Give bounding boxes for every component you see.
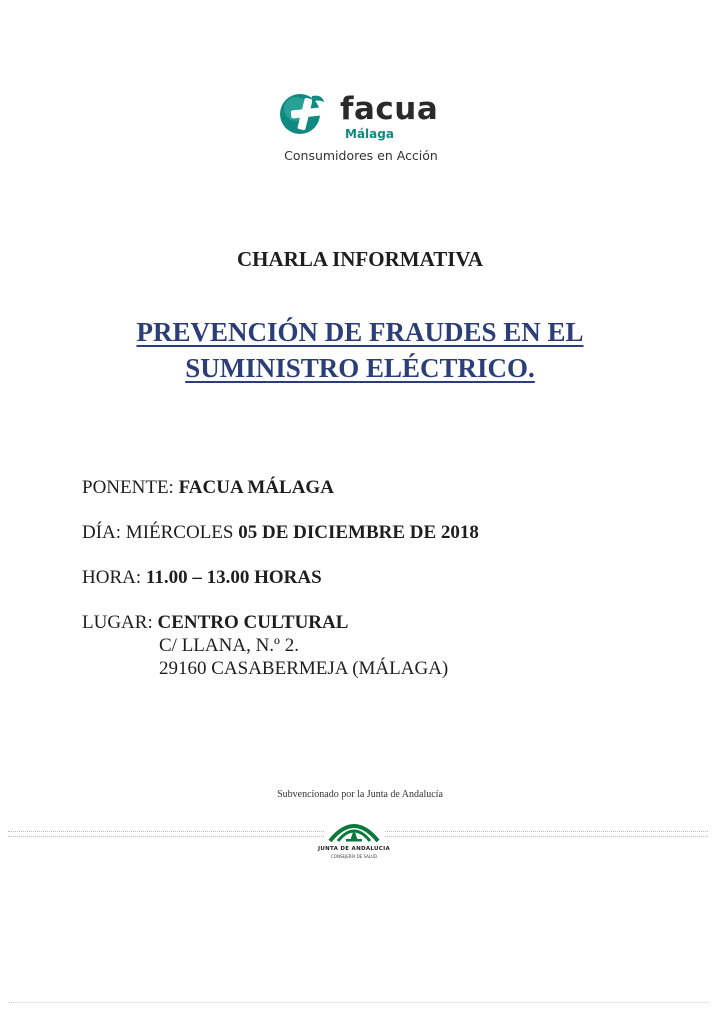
junta-department: CONSEJERÍA DE SALUD xyxy=(331,854,377,859)
speaker-label: PONENTE: xyxy=(82,477,174,498)
date-value: 05 DE DICIEMBRE DE 2018 xyxy=(238,522,479,543)
event-type-heading: CHARLA INFORMATIVA xyxy=(237,247,483,271)
junta-andalucia-arch-icon xyxy=(322,813,386,847)
event-title-line-2: SUMINISTRO ELÉCTRICO. xyxy=(185,353,535,383)
subsidy-note: Subvencionado por la Junta de Andalucía xyxy=(277,789,443,800)
speaker-value: FACUA MÁLAGA xyxy=(178,477,334,498)
brand-name: facua xyxy=(340,91,439,127)
venue-value: CENTRO CULTURAL xyxy=(157,612,349,633)
event-title xyxy=(0,314,720,386)
date-label: DÍA: MIÉRCOLES xyxy=(82,522,234,543)
time-row xyxy=(82,566,322,589)
facua-logo xyxy=(276,86,446,170)
junta-name: JUNTA DE ANDALUCIA xyxy=(317,846,391,852)
time-value: 11.00 – 13.00 HORAS xyxy=(145,567,322,588)
brand-tagline: Consumidores en Acción xyxy=(284,148,438,163)
speaker-row xyxy=(82,476,334,499)
venue-address-line-1: C/ LLANA, N.º 2. xyxy=(159,635,299,656)
event-title-line-1: PREVENCIÓN DE FRAUDES EN EL xyxy=(136,317,584,347)
venue-label: LUGAR: xyxy=(82,612,153,633)
date-row xyxy=(82,521,479,544)
facua-plus-icon xyxy=(278,90,328,136)
venue-address-line-2: 29160 CASABERMEJA (MÁLAGA) xyxy=(159,658,449,679)
time-label: HORA: xyxy=(82,567,142,588)
venue-row xyxy=(82,611,348,634)
page-bottom-divider xyxy=(8,1002,708,1003)
brand-city: Málaga xyxy=(345,127,394,141)
